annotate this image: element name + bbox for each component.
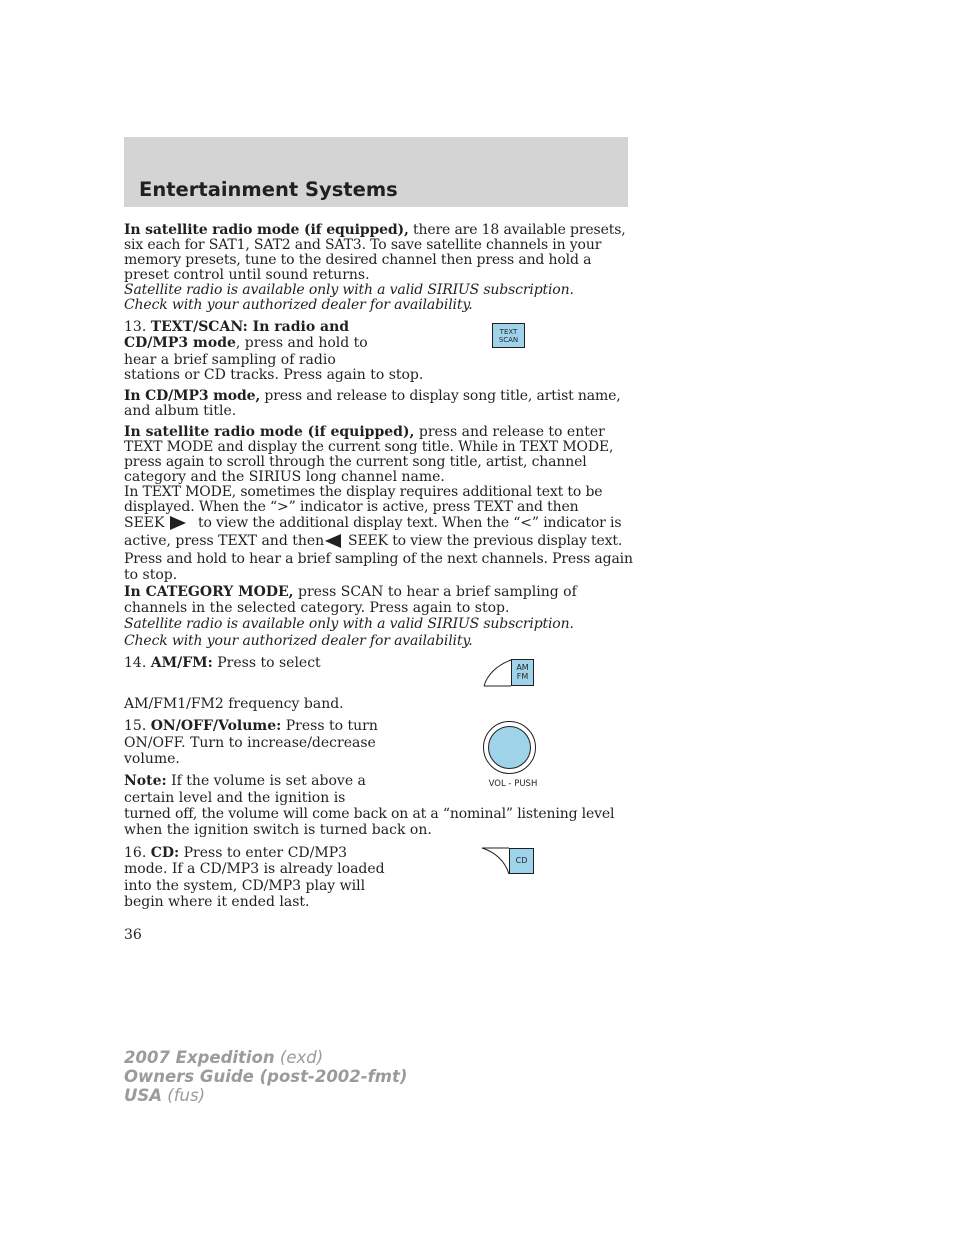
subscription-note-4: Check with your authorized dealer for availability. xyxy=(124,633,473,649)
cd-mode-line-1: In CD/MP3 mode, press and release to display song title, artist name, xyxy=(124,388,621,404)
item-15-note-line-3: turned off, the volume will come back on at a “nominal” listening level xyxy=(124,806,615,822)
satellite-presets-line-3: memory presets, tune to the desired channel then press and hold a xyxy=(124,252,592,268)
item-13-line-4: stations or CD tracks. Press again to stop. xyxy=(124,367,424,383)
satellite-presets-line-4: preset control until sound returns. xyxy=(124,267,370,283)
item-16-line-4: begin where it ended last. xyxy=(124,894,310,910)
footer-region-line: USA (fus) xyxy=(124,1086,206,1105)
section-title: Entertainment Systems xyxy=(139,178,398,201)
hold-line-1: Press and hold to hear a brief sampling of the next channels. Press again xyxy=(124,551,633,567)
subscription-note-2: Check with your authorized dealer for availability. xyxy=(124,297,473,313)
item-15-line-2: ON/OFF. Turn to increase/decrease xyxy=(124,735,376,751)
volume-knob-center xyxy=(488,726,531,769)
text-mode-line-2: displayed. When the “>” indicator is active, press TEXT and then xyxy=(124,499,579,515)
seek-back-icon xyxy=(324,533,342,549)
item-15-line-3: volume. xyxy=(124,751,180,767)
text-mode-line-3a: SEEK xyxy=(124,515,165,531)
cd-button-edge xyxy=(481,847,511,876)
footer-guide-line: Owners Guide (post-2002-fmt) xyxy=(124,1067,408,1086)
text-mode-line-4b: SEEK to view the previous display text. xyxy=(348,533,623,549)
item-15-note-line-4: when the ignition switch is turned back on. xyxy=(124,822,432,838)
footer-model-line: 2007 Expedition (exd) xyxy=(124,1048,324,1067)
item-16-line-3: into the system, CD/MP3 play will xyxy=(124,878,366,894)
subscription-note-1: Satellite radio is available only with a valid SIRIUS subscription. xyxy=(124,282,574,298)
item-15-note-line-2: certain level and the ignition is xyxy=(124,790,346,806)
item-13-line-3: hear a brief sampling of radio xyxy=(124,352,336,368)
footer xyxy=(124,1048,407,1105)
item-16-heading: 16. CD: Press to enter CD/MP3 xyxy=(124,845,348,861)
am-fm-button: AM FM xyxy=(511,659,534,686)
volume-knob xyxy=(483,721,536,774)
category-line-1: In CATEGORY MODE, press SCAN to hear a brief sampling of xyxy=(124,584,577,600)
item-14-line-2: AM/FM1/FM2 frequency band. xyxy=(124,696,344,712)
text-mode-line-3b: to view the additional display text. When the “<” indicator is xyxy=(198,515,622,531)
item-16-line-2: mode. If a CD/MP3 is already loaded xyxy=(124,861,385,877)
text-scan-button: TEXT SCAN xyxy=(492,323,525,348)
item-15-heading: 15. ON/OFF/Volume: Press to turn xyxy=(124,718,378,734)
am-fm-button-edge xyxy=(483,659,513,688)
satellite-presets-line-1: In satellite radio mode (if equipped), there are 18 available presets, xyxy=(124,222,626,238)
sat-text-line-2: TEXT MODE and display the current song title. While in TEXT MODE, xyxy=(124,439,614,455)
cd-button: CD xyxy=(509,848,534,874)
category-line-2: channels in the selected category. Press again to stop. xyxy=(124,600,510,616)
seek-forward-icon xyxy=(169,515,187,531)
text-mode-line-4a: active, press TEXT and then xyxy=(124,533,325,549)
sat-text-line-4: category and the SIRIUS long channel name. xyxy=(124,469,445,485)
item-13-heading: 13. TEXT/SCAN: In radio and xyxy=(124,319,350,335)
hold-line-2: to stop. xyxy=(124,567,178,583)
subscription-note-3: Satellite radio is available only with a valid SIRIUS subscription. xyxy=(124,616,574,632)
sat-text-line-1: In satellite radio mode (if equipped), press and release to enter xyxy=(124,424,605,440)
sat-text-line-3: press again to scroll through the current song title, artist, channel xyxy=(124,454,587,470)
item-15-note-line-1: Note: If the volume is set above a xyxy=(124,773,366,789)
volume-knob-label: VOL - PUSH xyxy=(488,779,538,789)
text-mode-line-1: In TEXT MODE, sometimes the display requires additional text to be xyxy=(124,484,603,500)
item-14-heading: 14. AM/FM: Press to select xyxy=(124,655,321,671)
item-13-line-2: CD/MP3 mode, press and hold to xyxy=(124,335,368,351)
page-number: 36 xyxy=(124,927,142,943)
cd-mode-line-2: and album title. xyxy=(124,403,237,419)
satellite-presets-line-2: six each for SAT1, SAT2 and SAT3. To save satellite channels in your xyxy=(124,237,602,253)
